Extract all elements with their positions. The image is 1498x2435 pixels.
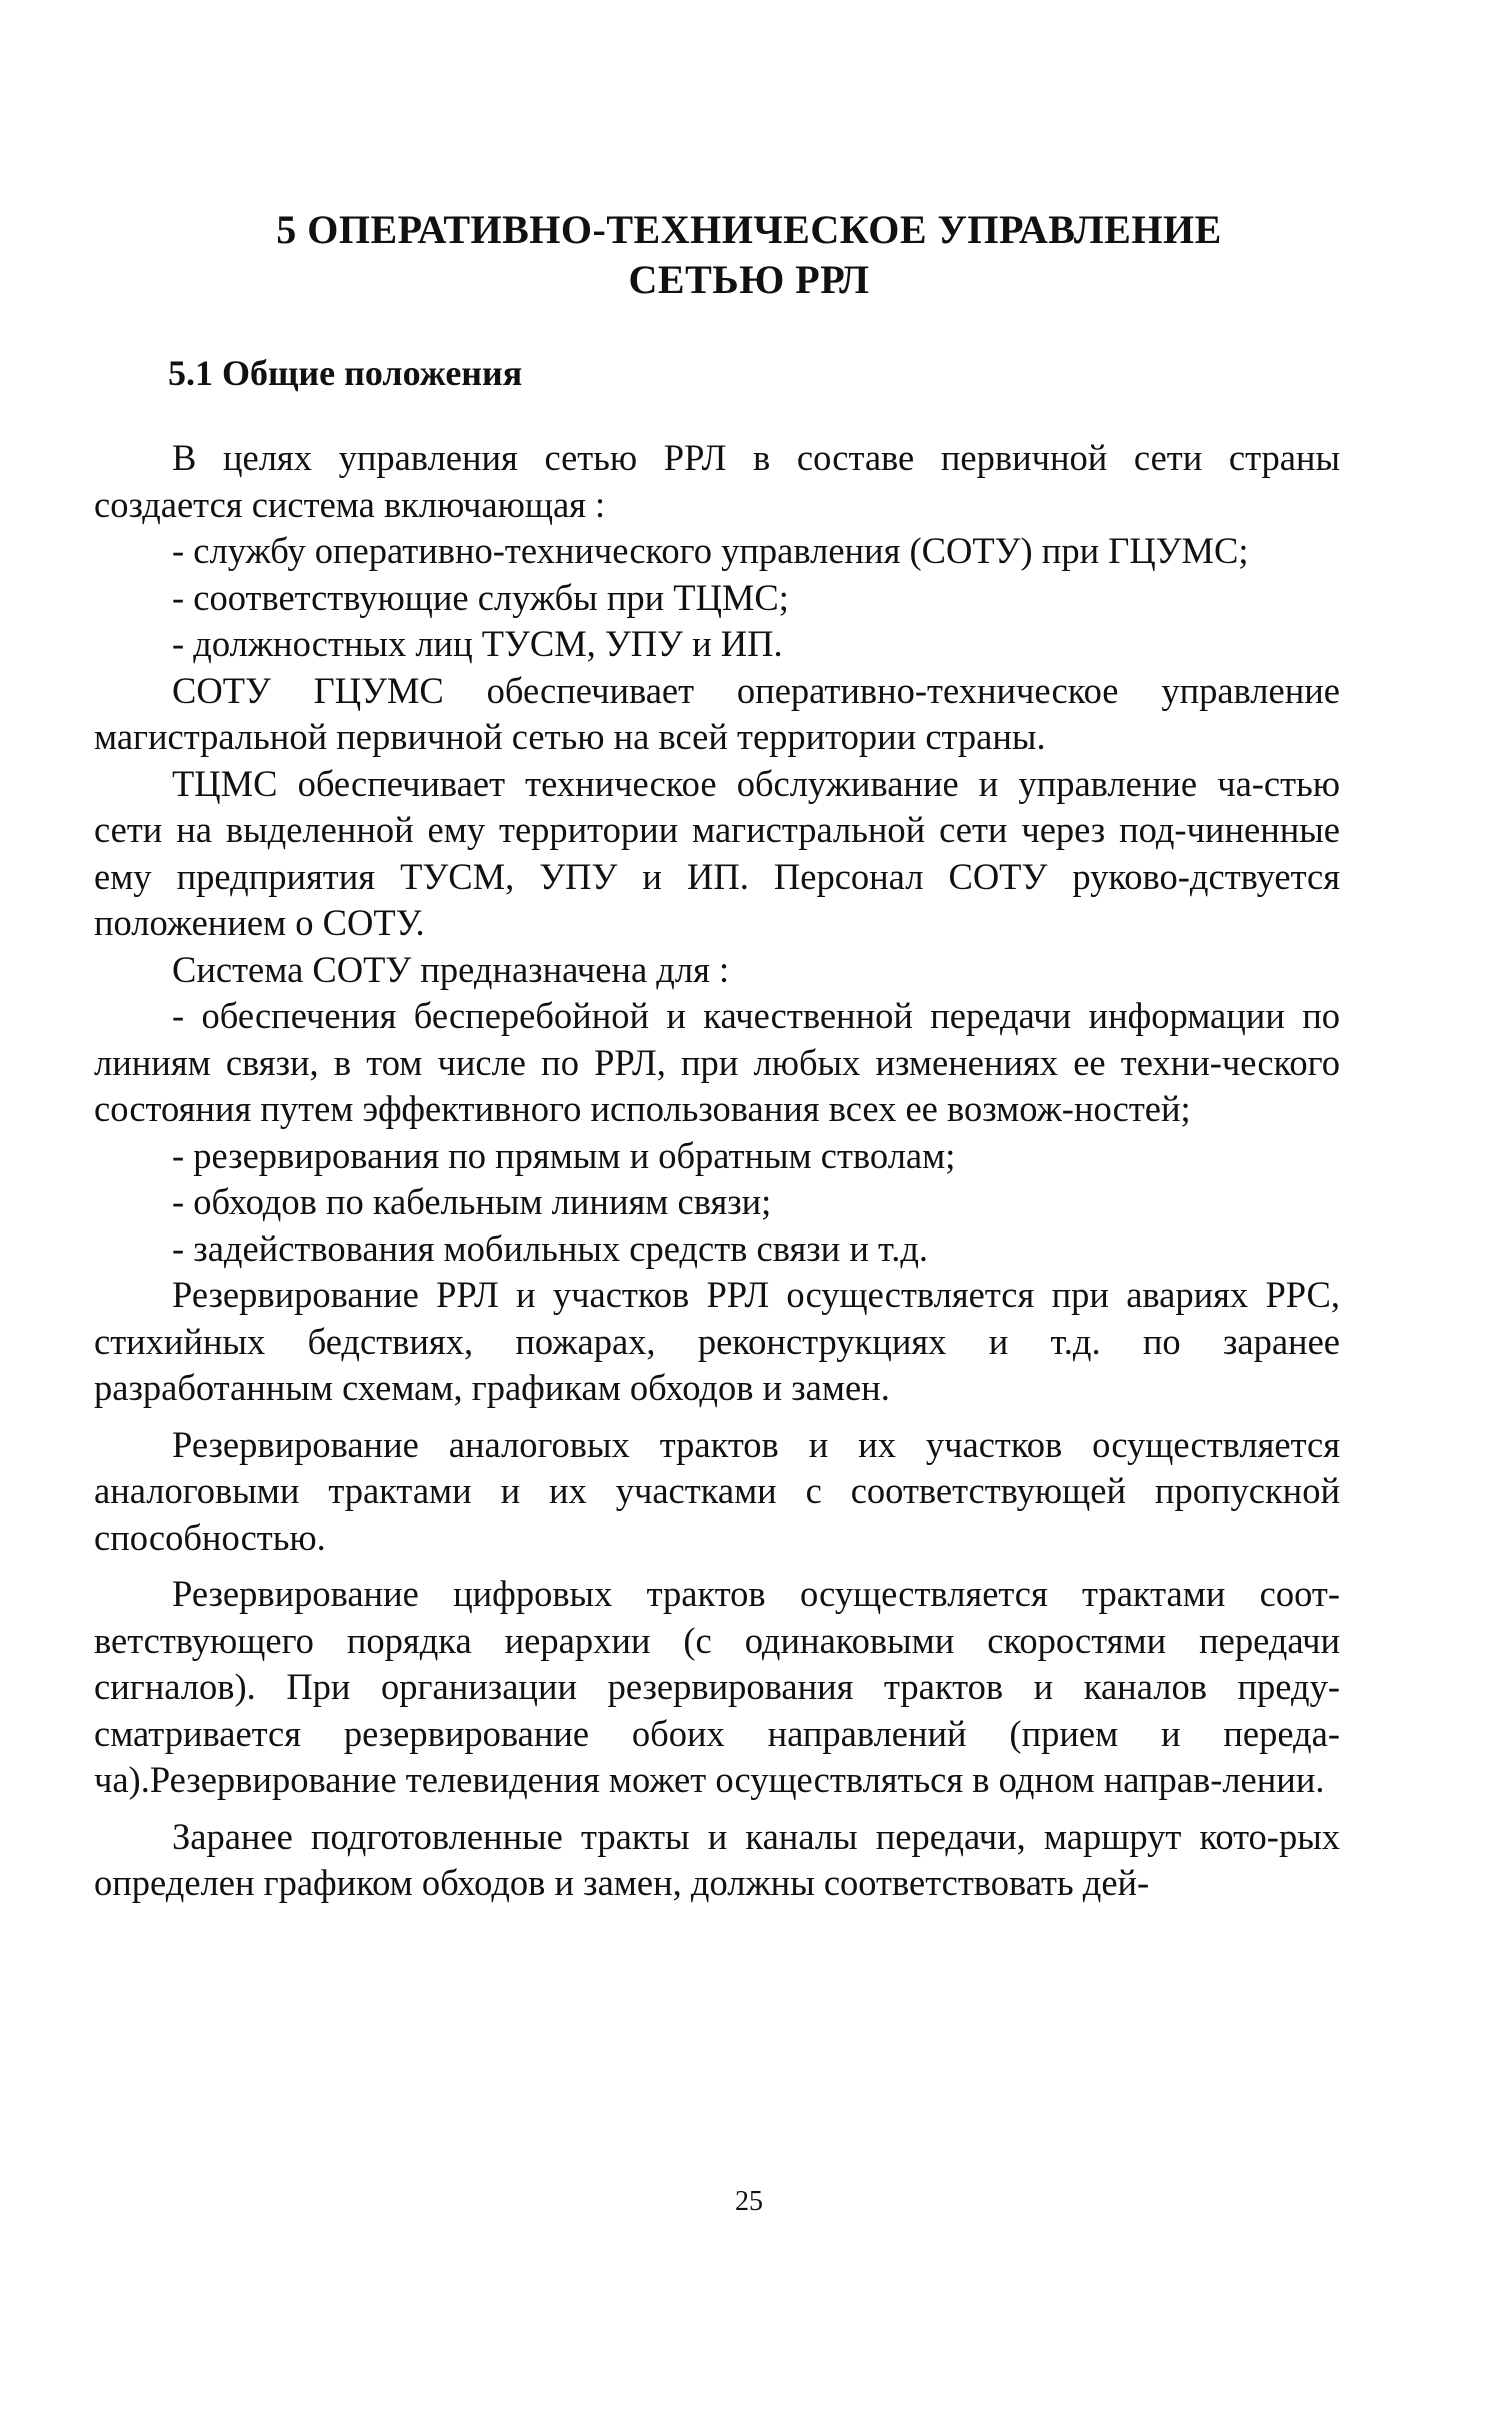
paragraph-sotu-gcums: СОТУ ГЦУМС обеспечивает оперативно-техническое управление магистральной первичной сетью на всей территории страны. — [94, 669, 1340, 757]
paragraph-prepared-paths: Заранее подготовленные тракты и каналы передачи, маршрут кото-рых определен графиком обходов и замен, должны соответствовать дей- — [94, 1815, 1340, 1903]
page-number: 25 — [735, 2186, 763, 2217]
paragraph-system-purpose: Система СОТУ предназначена для : — [172, 948, 730, 990]
list-item-bypass: - обходов по кабельным линиям связи; — [172, 1181, 772, 1222]
list-item-transmission: - обеспечения бесперебойной и качественной передачи информации по линиям связи, в том числе по РРЛ, при любых изменениях ее техни-ческого состояния путем эффективного использования всех ее возмож-ностей; — [94, 995, 1340, 1129]
paragraph-tcms: ТЦМС обеспечивает техническое обслуживание и управление ча-стью сети на выделенной ему территории магистральной сети через под-чиненные ему предприятия ТУСМ, УПУ и ИП. Персонал СОТУ руково-дствуется положением о СОТУ. — [94, 762, 1340, 943]
chapter-title-line2: СЕТЬЮ РРЛ — [628, 257, 870, 302]
chapter-title-line1: 5 ОПЕРАТИВНО-ТЕХНИЧЕСКОЕ УПРАВЛЕНИЕ — [276, 207, 1222, 252]
paragraph-intro: В целях управления сетью РРЛ в составе первичной сети страны создается система включающая : — [94, 437, 1340, 525]
list-item-mobile: - задействования мобильных средств связи и т.д. — [172, 1227, 929, 1269]
list-item-sotu: - службу оперативно-технического управления (СОТУ) при ГЦУМС; — [172, 530, 1249, 571]
list-item-tcms: - соответствующие службы при ТЦМС; — [172, 576, 789, 618]
paragraph-analog-reservation: Резервирование аналоговых трактов и их участков осуществляется аналоговыми трактами и их участками с соответствующей пропускной способностью. — [94, 1423, 1340, 1558]
body-text — [94, 435, 1340, 1907]
list-item-reservation: - резервирования по прямым и обратным стволам; — [172, 1134, 956, 1176]
list-item-officials: - должностных лиц ТУСМ, УПУ и ИП. — [172, 623, 783, 664]
section-title: 5.1 Общие положения — [168, 353, 523, 393]
paragraph-rrl-reservation: Резервирование РРЛ и участков РРЛ осуществляется при авариях РРС, стихийных бедствиях, пожарах, реконструкциях и т.д. по заранее разработанным схемам, графикам обходов и замен. — [94, 1274, 1340, 1408]
paragraph-digital-reservation: Резервирование цифровых трактов осуществляется трактами соот-ветствующего порядка иерархии (с одинаковыми скоростями передачи сигналов). При организации резервирования трактов и каналов преду-сматривается резервирование обоих направлений (прием и переда-ча).Резервирование телевидения может осуществляться в одном направ-лении. — [94, 1573, 1340, 1800]
